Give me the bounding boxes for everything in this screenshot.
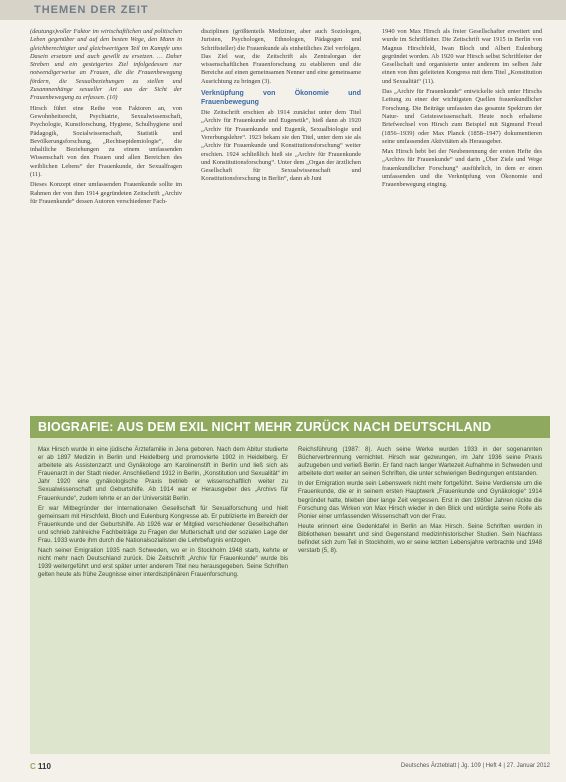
section-label: THEMEN DER ZEIT: [34, 4, 149, 16]
column-paragraph: Dieses Konzept einer umfassenden Frauenkunde sollte im Rahmen der von ihm 1914 gegründeten Zeitschrift „Archiv für Frauenkunde“ dessen Autoren verschiedener Fach-: [30, 181, 182, 205]
column-paragraph: (deutungs)voller Faktor im wirtschaftlichen und politischen Leben gegenüber und auf den besten Wege, den Mann in gleichberechtigter und gleichwertigem Teil im Kampfe ums Dasein ersetzen und auch gewillt zu ersetzen. … Daher Streben und ein gesteigertes Ziel infolgedessen nur notwendigerweise an Frauen, die die Frauenbewegung fördern, die Sexualbeziehungen zu stellen und Zusammenhänge sexueller Art aus der Sicht der Frauenbewegung zu erfassen. (10): [30, 28, 182, 102]
column-paragraph: Hirsch führt eine Reihe von Faktoren an, von Gewohnheitsrecht, Psychiatrie, Sexualwissenschaft, Psychologie, Kunstforschung, Hygiene, Schulhygiene und Pädagogik, Sozialwissenschaft, Statistik und Bevölkerungsforschung, „Rechtsepidemiologie“, die inhaltliche Beziehungen zu einem umfassenden Wissenschaft von den Frauen und allen Bereichen des weiblichen Lebens“ der Frauenkunde, der Sexualfragen (11).: [30, 104, 182, 179]
biography-paragraph: Max Hirsch wurde in eine jüdische Ärztefamilie in Jena geboren. Nach dem Abitur studierte er ab 1897 Medizin in Berlin und Heidelberg und promovierte 1902 in Heidelberg. Er arbeitete als Assistenzarzt und Gynäkologe am Karolinenstift in Berlin und ließ sich als Frauenarzt in der Stadt nieder. Anschließend 1912 in Berlin, „Konstitution und Sexualität“ im Jahr 1920 eine gynäkologische Praxis betrieb er wissenschaftlich weiter zu Sexualwissenschaft und Geburtshilfe. Ab 1914 war er Herausgeber des „Archivs für Frauenkunde“, zudem lehrte er an der Universität Berlin.: [38, 446, 288, 502]
biography-box: [30, 416, 550, 754]
biography-column-right: [298, 446, 542, 557]
article-column-2: [201, 28, 361, 186]
column-paragraph: Max Hirsch hebt bei der Neubenennung der ersten Hefte des „Archivs für Frauenkunde“ und darin „Über Ziele und Wege frauenkundlicher Forschung“ ausführlich, in dem er einen umfassenden und die Verknüpfung von Ökonomie und Frauenbewegung einging.: [382, 148, 542, 189]
page-number-value: 110: [38, 762, 51, 771]
article-column-1: [30, 28, 182, 208]
biography-paragraph: Reichsführung (1987: 8). Auch seine Werke wurden 1933 in der sogenannten Bücherverbrennung vernichtet. Hirsch war gezwungen, im Jahr 1936 seine Praxis aufzugeben und verließ Berlin. Er fand nach langer Wartezeit Aufnahme in Schweden und arbeitete dort weiter an seinen Schriften, die unter schwierigen Bedingungen entstanden.: [298, 446, 542, 478]
article-column-3: [382, 28, 542, 192]
biography-title: BIOGRAFIE: AUS DEM EXIL NICHT MEHR ZURÜCK NACH DEUTSCHLAND: [38, 420, 492, 434]
section-header-band: [0, 0, 566, 20]
biography-paragraph: Nach seiner Emigration 1935 nach Schweden, wo er in Stockholm 1948 starb, kehrte er nicht mehr nach Deutschland zurück. Die Zeitschrift „Archiv für Frauenkunde“ wurde bis 1939 weitergeführt und erst später unter anderem Titel neu herausgegeben. Seine Schriften gelten heute als frühe Zeugnisse einer interdisziplinären Frauenforschung.: [38, 547, 288, 579]
column-paragraph: Das „Archiv für Frauenkunde“ entwickelte sich unter Hirschs Leitung zu einer der wichtigsten Quellen frauenkundlicher Forschung. Die Beiträge umfassten das gesamte Spektrum der Natur- und Geisteswissenschaft. Heute noch erhaltene Briefwechsel von Hirsch zum Beispiel mit Sigmund Freud (1856–1939) oder Max Planck (1858–1947) dokumentieren seine umfassenden Aktivitäten als Herausgeber.: [382, 88, 542, 145]
biography-column-left: [38, 446, 288, 582]
section-subheading: Verknüpfung von Ökonomie und Frauenbewegung: [201, 90, 361, 106]
biography-paragraph: In der Emigration wurde sein Lebenswerk nicht mehr fortgeführt. Seine Verdienste um die Frauenkunde, die er in seinem ersten Hauptwerk „Frauenkunde und Gynäkologie“ 1914 begründet hatte, blieben über lange Zeit vergessen. Erst in den 1980er Jahren rückte die Forschung das Wirken von Max Hirsch wieder in den Blick und würdigte seine Rolle als Pionier einer umfassenden Wissenschaft von der Frau.: [298, 480, 542, 520]
biography-title-bar: [30, 416, 550, 438]
column-paragraph: disziplinen (größtenteils Mediziner, aber auch Soziologen, Juristen, Psychologen, Ethnologen, Pädagogen und Schriftsteller) die Frauenkunde als einheitliches Ziel verfolgen. Das Ziel war, die Zeitschrift als Zentralorgan der wissenschaftlichen Frauenforschung zu etablieren und die Bereiche auf einen gemeinsamen Nenner und eine gemeinsame Ausrichtung zu bringen (3).: [201, 28, 361, 85]
biography-paragraph: Er war Mitbegründer der Internationalen Gesellschaft für Sexualforschung und hielt gemeinsam mit Hirschfeld, Bloch und Eulenburg Kongresse ab. Er publizierte im Bereich der Frauenkunde und der Geburtshilfe. Ab 1926 war er Mitglied verschiedener Gesellschaften und schrieb zahlreiche Fachbeiträge zu Fragen der Mutterschaft und der sozialen Lage der Frau. 1933 wurde ihm durch die Nationalsozialisten die Lehrbefugnis entzogen.: [38, 504, 288, 545]
page-number: [30, 762, 51, 771]
journal-citation: Deutsches Ärzteblatt | Jg. 109 | Heft 4 | 27. Januar 2012: [400, 763, 550, 769]
column-paragraph: 1940 von Max Hirsch als freier Gesellschafter erweitert und wurde im Schriftleiter. Die Zeitschrift war 1915 in Berlin von Magnus Hirschfeld, Iwan Bloch und Albert Eulenburg gegründet worden. Ab 1920 war Hirsch selbst Schriftleiter der Gesellschaft und organisierte unter anderem im selben Jahr einen von ihm geleiteten Kongress mit dem Titel „Konstitution und Sexualität“ (11).: [382, 28, 542, 85]
page-footer: [30, 762, 550, 776]
page-prefix: C: [30, 762, 36, 771]
column-paragraph: Die Zeitschrift erschien ab 1914 zunächst unter dem Titel „Archiv für Frauenkunde und Eugenetik“, hieß dann ab 1920 „Archiv für Frauenkunde und Eugenik, Sexualbiologie und Vererbungslehre“. 1923 bekam sie den Titel, unter dem sie als „Archiv für Frauenkunde und Konstitutionsforschung“ weiter erschien. 1924 schließlich hieß sie „Archiv für Frauenkunde und Konstitutionsforschung“. Unter dem „Organ der ärztlichen Gesellschaft für Sexualwissenschaft und Konstitutionsforschung in Berlin“, dann ab Juni: [201, 109, 361, 183]
biography-paragraph: Heute erinnert eine Gedenktafel in Berlin an Max Hirsch. Seine Schriften werden in Bibliotheken bewahrt und sind Gegenstand medizinhistorischer Studien. Sein Nachlass befindet sich zum Teil in Stockholm, wo er seine letzten Lebensjahre verbrachte und 1948 verstarb (5, 8).: [298, 522, 542, 555]
